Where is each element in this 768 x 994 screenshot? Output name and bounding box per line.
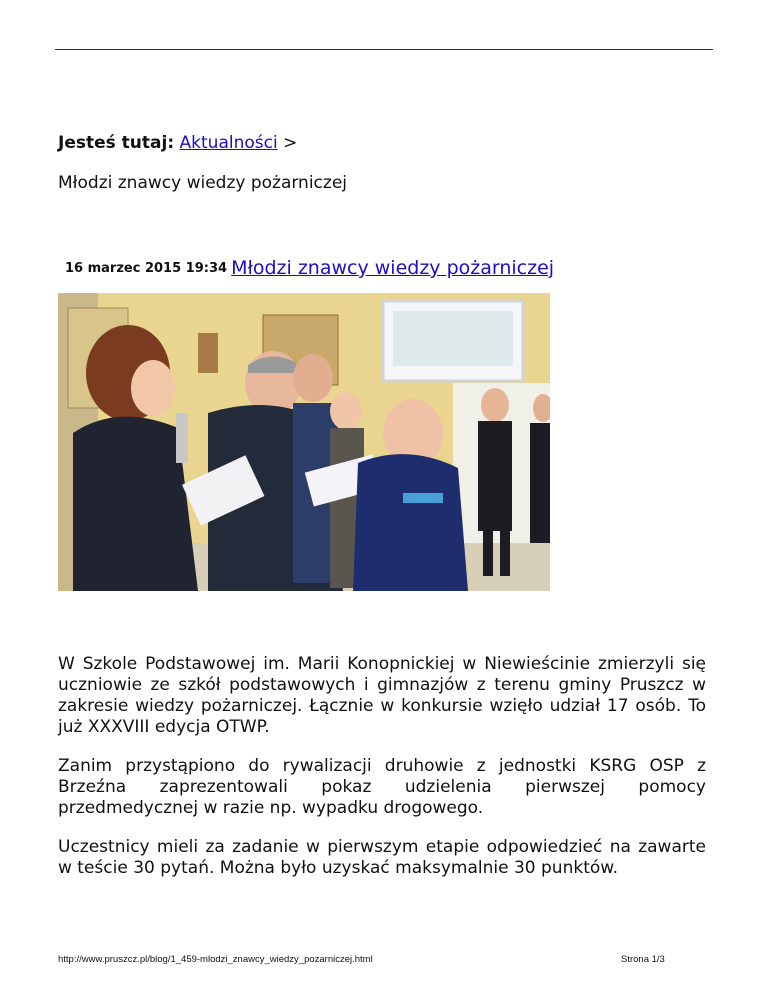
article-meta (65, 256, 554, 280)
article-photo (58, 293, 550, 591)
breadcrumb-separator: > (283, 133, 298, 153)
article-paragraph-3: Uczestnicy mieli za zadanie w pierwszym etapie odpowiedzieć na zawarte w teście 30 pytań. Można było uzyskać maksymalnie 30 punktów. (58, 837, 706, 878)
article-date: 16 marzec 2015 19:34 (65, 261, 228, 276)
article-paragraph-1: W Szkole Podstawowej im. Marii Konopnickiej w Niewieścinie zmierzyli się uczniowie ze szkół podstawowych i gimnazjów z terenu gminy Pruszcz w zakresie wiedzy pożarniczej. Łącznie w konkursie wzięło udział 17 osób. To już XXXVIII edycja OTWP. (58, 654, 706, 737)
article-paragraph-2: Zanim przystąpiono do rywalizacji druhowie z jednostki KSRG OSP z Brzeźna zaprezentowali pokaz udzielenia pierwszej pomocy przedmedycznej w razie np. wypadku drogowego. (58, 756, 706, 818)
article-photo-illustration (58, 293, 550, 591)
footer-page-number: Strona 1/3 (621, 954, 665, 965)
page-subtitle: Młodzi znawcy wiedzy pożarniczej (58, 173, 348, 193)
footer-url: http://www.pruszcz.pl/blog/1_459-mlodzi_znawcy_wiedzy_pozarniczej.html (58, 954, 373, 965)
header-rule (55, 49, 713, 50)
breadcrumb-link-news[interactable]: Aktualności (179, 133, 278, 153)
article-title-link[interactable]: Młodzi znawcy wiedzy pożarniczej (231, 257, 555, 279)
article-body (58, 654, 706, 897)
breadcrumb-label: Jesteś tutaj: (58, 133, 175, 153)
breadcrumb (58, 131, 297, 155)
